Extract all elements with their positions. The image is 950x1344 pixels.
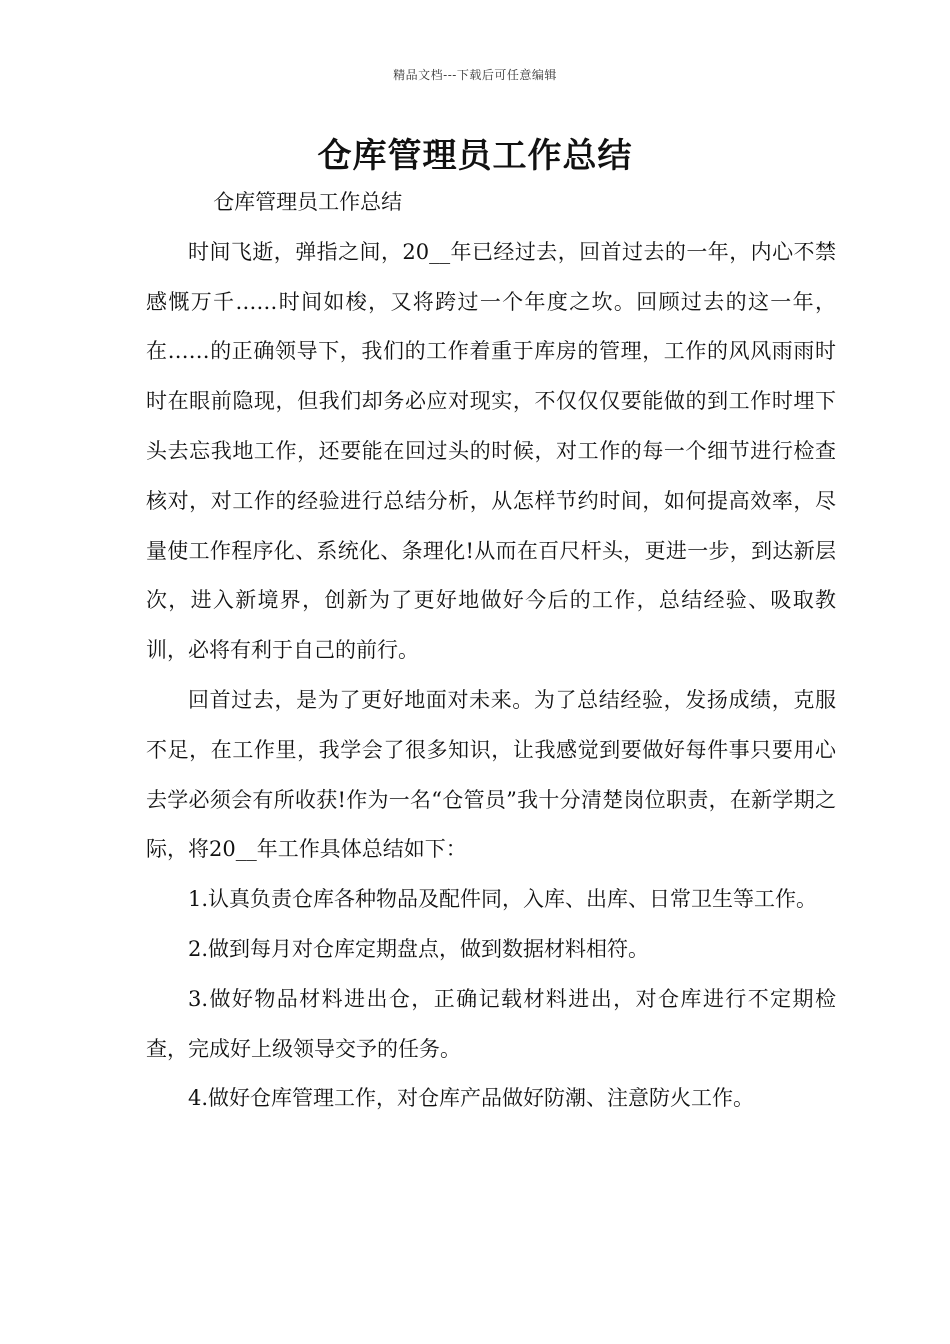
list-item-3: 3.做好物品材料进出仓，正确记载材料进出，对仓库进行不定期检查，完成好上级领导交予的任务。 <box>146 986 836 1061</box>
list-item-4: 4.做好仓库管理工作，对仓库产品做好防潮、注意防火工作。 <box>188 1086 755 1111</box>
document-subtitle: 仓库管理员工作总结 <box>213 190 403 214</box>
document-title: 仓库管理员工作总结 <box>317 136 633 176</box>
document-body <box>146 178 836 1124</box>
paragraph-intro: 时间飞逝，弹指之间，20__年已经过去，回首过去的一年，内心不禁感慨万千……时间如梭，又将跨过一个年度之坎。回顾过去的这一年，在……的正确领导下，我们的工作着重于库房的管理，工作的风风雨雨时时在眼前隐现，但我们却务必应对现实，不仅仅仅要能做的到工作时埋下头去忘我地工作，还要能在回过头的时候，对工作的每一个细节进行检查核对，对工作的经验进行总结分析，从怎样节约时间，如何提高效率，尽量使工作程序化、系统化、条理化!从而在百尺杆头，更进一步，到达新层次，进入新境界，创新为了更好地做好今后的工作，总结经验、吸取教训，必将有利于自己的前行。 <box>146 239 836 663</box>
list-item-1: 1.认真负责仓库各种物品及配件同，入库、出库、日常卫生等工作。 <box>188 887 818 912</box>
list-item-2: 2.做到每月对仓库定期盘点，做到数据材料相符。 <box>188 936 650 961</box>
header-note: 精品文档---下载后可任意编辑 <box>393 68 557 82</box>
paragraph-review: 回首过去，是为了更好地面对未来。为了总结经验，发扬成绩，克服不足，在工作里，我学会了很多知识，让我感觉到要做好每件事只要用心去学必须会有所收获!作为一名“仓管员”我十分清楚岗位职责，在新学期之际，将20__年工作具体总结如下： <box>146 687 836 862</box>
